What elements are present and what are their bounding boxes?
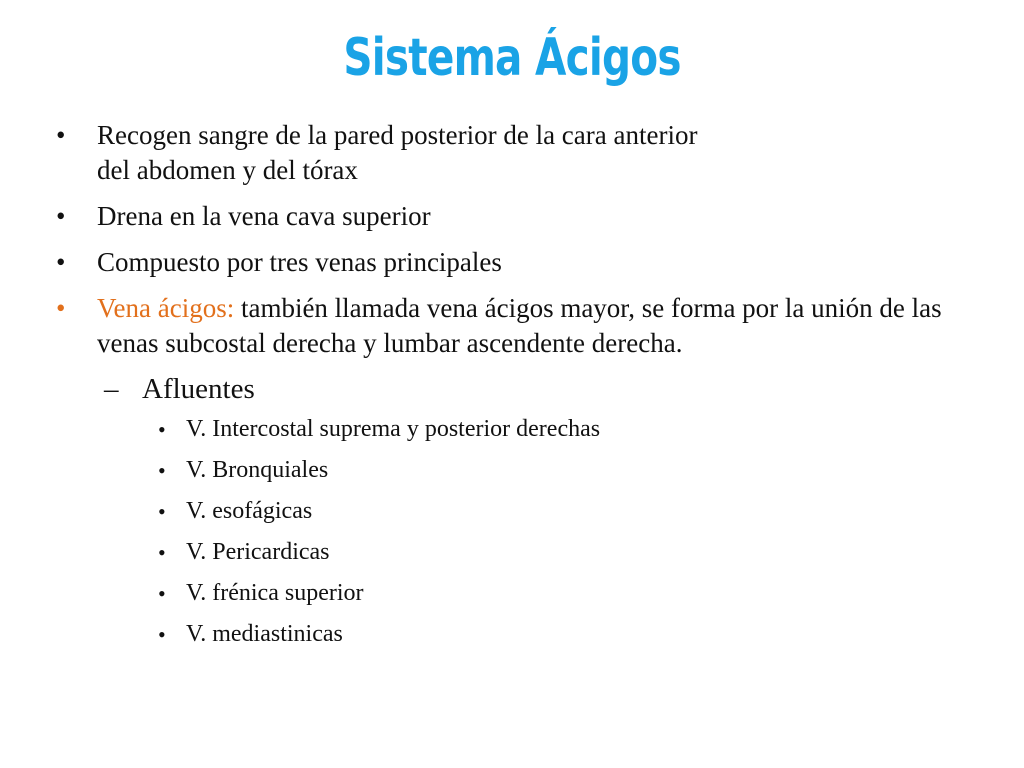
bullet-icon: • [158, 417, 166, 442]
afluente-text: V. mediastinicas [186, 621, 343, 647]
bullet-highlight: Vena ácigos: [97, 293, 235, 323]
bullet-item [56, 199, 986, 234]
afluente-item [158, 619, 986, 650]
bullet-icon: • [56, 247, 66, 277]
afluente-text: V. Bronquiales [186, 457, 329, 483]
afluente-item [158, 578, 986, 609]
afluente-item [158, 455, 986, 486]
bullet-text: Drena en la vena cava superior [97, 201, 431, 231]
bullet-icon: • [158, 622, 166, 647]
bullet-text: Recogen sangre de la pared posterior de la cara anterior [97, 120, 698, 150]
bullet-item [56, 245, 986, 280]
bullet-text: también llamada vena ácigos mayor, se forma por la unión de las venas subcostal derecha y lumbar ascendente derecha. [97, 293, 942, 358]
bullet-icon: • [56, 293, 66, 323]
afluente-item [158, 496, 986, 527]
bullet-text: Compuesto por tres venas principales [97, 247, 502, 277]
afluente-text: V. Intercostal suprema y posterior derechas [186, 416, 601, 442]
sub-heading-text: Afluentes [142, 373, 255, 405]
bullet-icon: • [158, 581, 166, 606]
afluente-text: V. esofágicas [186, 498, 313, 524]
slide-title: Sistema Ácigos [343, 28, 681, 88]
sub-heading-afluentes [104, 372, 986, 406]
bullet-icon: • [158, 499, 166, 524]
bullet-item-vena-acigos [56, 291, 986, 361]
afluente-item [158, 414, 986, 445]
bullet-icon: • [56, 120, 66, 150]
afluente-text: V. Pericardicas [186, 539, 330, 565]
bullet-text-continuation: del abdomen y del tórax [97, 155, 358, 185]
bullet-icon: • [158, 540, 166, 565]
bullet-icon: • [158, 458, 166, 483]
bullet-icon: • [56, 201, 66, 231]
afluente-item [158, 537, 986, 568]
bullet-item [56, 118, 986, 188]
afluente-text: V. frénica superior [186, 580, 364, 606]
dash-icon: – [104, 373, 119, 405]
slide-body [56, 118, 986, 660]
